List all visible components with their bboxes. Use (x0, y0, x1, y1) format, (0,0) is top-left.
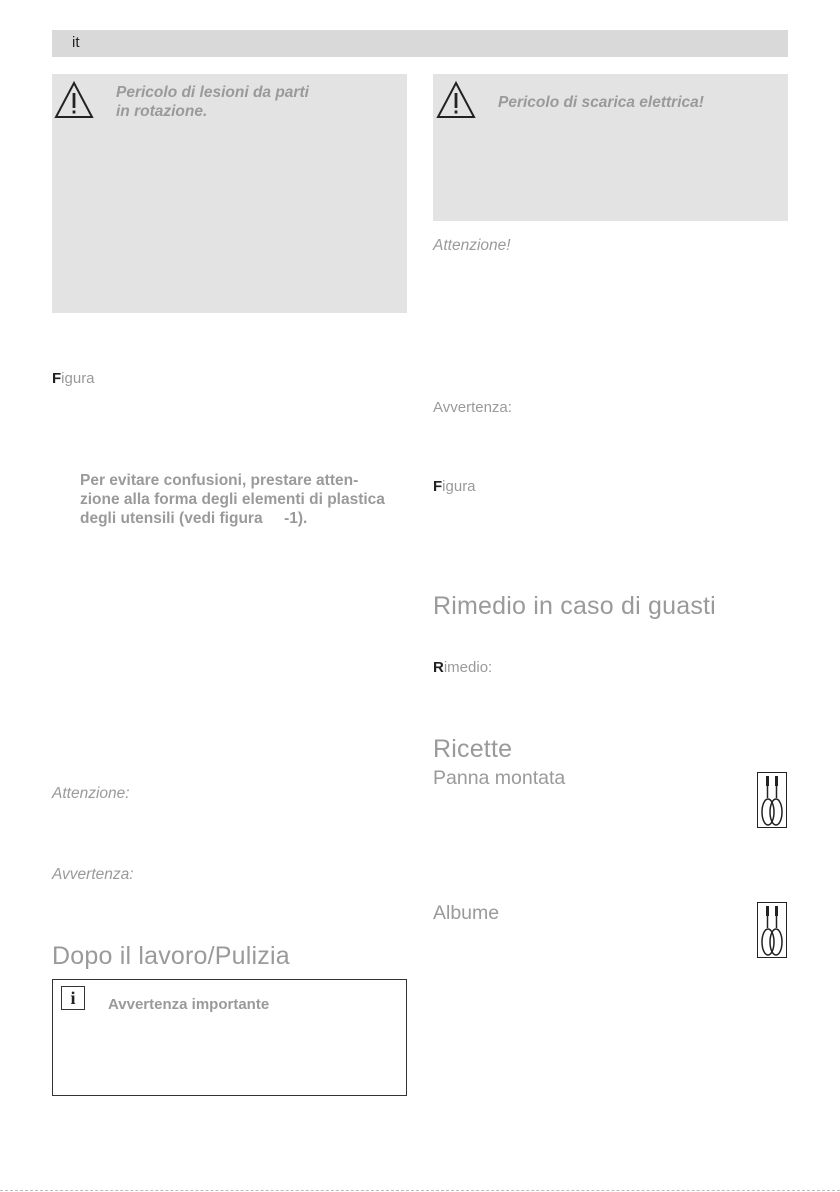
figura-left-rest: igura (61, 370, 95, 387)
figura-label-left: Figura (52, 370, 95, 387)
language-bar (52, 30, 788, 57)
section-heading-recipes: Ricette (433, 735, 513, 763)
whisk-icon (757, 902, 787, 958)
rimedio-rest: imedio: (443, 659, 493, 676)
avvertenza-right-text: Avvertenza: (433, 399, 512, 416)
important-notice-title: Avvertenza importante (108, 996, 270, 1013)
rotation-warning-box (52, 74, 407, 313)
attenzione-label: Attenzione: (52, 785, 130, 802)
attenzione-exclaim-label: Attenzione! (433, 237, 511, 254)
note-line-3: degli utensili (vedi figura -1). (80, 510, 308, 527)
rimedio-label: Rimedio: (433, 659, 493, 676)
note-line-2: zione alla forma degli elementi di plastica (80, 491, 385, 508)
avvertenza-label-right (433, 399, 512, 416)
rotation-warning-title-1: Pericolo di lesioni da parti (116, 84, 309, 101)
info-icon: i (61, 986, 85, 1010)
section-heading-troubleshoot: Rimedio in caso di guasti (433, 592, 716, 620)
rotation-warning-title-2: in rotazione. (116, 103, 208, 120)
recipe-title-albume: Albume (433, 902, 500, 924)
electric-warning-title: Pericolo di scarica elettrica! (498, 94, 704, 111)
recipe-title-panna: Panna montata (433, 767, 566, 789)
language-code: it (72, 34, 80, 51)
warning-triangle-icon (436, 80, 476, 120)
note-line-1: Per evitare confusioni, prestare atten- (80, 472, 359, 489)
section-heading-after-work: Dopo il lavoro/Pulizia (52, 942, 290, 970)
whisk-icon (757, 772, 787, 828)
figura-label-right: Figura (433, 478, 476, 495)
warning-triangle-icon (54, 80, 94, 120)
figura-right-rest: igura (442, 478, 476, 495)
avvertenza-label-left: Avvertenza: (52, 866, 134, 883)
